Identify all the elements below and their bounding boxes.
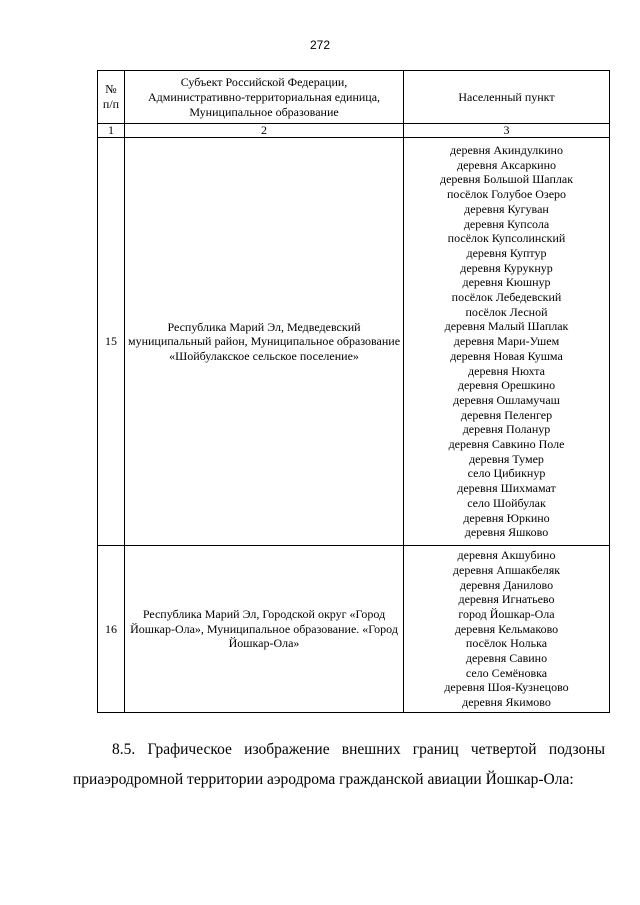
place-item: деревня Большой Шаплак <box>439 172 574 187</box>
place-item: деревня Кельмаково <box>454 621 559 636</box>
place-item: деревня Поланур <box>462 422 551 437</box>
place-item: деревня Акшубино <box>457 548 556 563</box>
place-item: деревня Якимово <box>462 695 551 710</box>
row-places <box>404 546 610 713</box>
col-number-1: 1 <box>98 124 125 138</box>
place-item: деревня Шоя-Кузнецово <box>444 680 569 695</box>
place-item: деревня Малый Шаплак <box>444 319 569 334</box>
settlements-table <box>97 70 610 713</box>
paragraph-line-2: приаэродромной территории аэродрома гражданской авиации Йошкар-Ола: <box>73 771 574 788</box>
place-item: село Цибикнур <box>467 466 546 481</box>
paragraph-line-1: 8.5. Графическое изображение внешних границ четвертой подзоны <box>112 741 605 758</box>
place-item: посёлок Лесной <box>465 304 548 319</box>
place-item: деревня Кугуван <box>464 201 549 216</box>
place-item: деревня Курукнур <box>460 260 553 275</box>
page-number: 272 <box>309 38 331 52</box>
place-item: деревня Тумер <box>469 451 544 466</box>
header-subject: Субъект Российской Федерации, Административно-территориальная единица, Муниципальное образование <box>125 71 404 124</box>
row-places <box>404 138 610 546</box>
place-item: село Шойбулак <box>467 495 546 510</box>
row-number: 15 <box>98 138 125 546</box>
place-item: город Йошкар-Ола <box>458 606 555 621</box>
place-item: деревня Куптур <box>466 245 547 260</box>
table-header-row <box>98 71 610 124</box>
place-item: деревня Игнатьево <box>458 592 555 607</box>
header-place: Населенный пункт <box>404 71 610 124</box>
place-item: деревня Яшково <box>464 525 549 540</box>
place-item: деревня Мари-Ушем <box>453 334 560 349</box>
row-number: 16 <box>98 546 125 713</box>
table-row <box>98 546 610 713</box>
place-item: деревня Пеленгер <box>460 407 553 422</box>
place-item: деревня Шихмамат <box>457 481 556 496</box>
place-item: деревня Ошламучаш <box>453 392 560 407</box>
place-item: деревня Орешкино <box>457 378 556 393</box>
place-item: посёлок Голубое Озеро <box>446 187 567 202</box>
place-item: деревня Юркино <box>463 510 550 525</box>
place-item: деревня Кюшнур <box>462 275 551 290</box>
col-number-3: 3 <box>404 124 610 138</box>
place-item: деревня Нюхта <box>468 363 545 378</box>
column-number-row <box>98 124 610 138</box>
place-item: деревня Савино <box>465 651 548 666</box>
place-item: посёлок Нолька <box>465 636 548 651</box>
row-subject: Республика Марий Эл, Городской округ «Город Йошкар-Ола», Муниципальное образование. «Город Йошкар-Ола» <box>125 546 404 713</box>
place-item: деревня Акиндулкино <box>450 143 563 157</box>
header-num: № п/п <box>98 71 125 124</box>
place-item: деревня Апшакбеляк <box>452 562 561 577</box>
place-item: деревня Новая Кушма <box>450 348 563 363</box>
place-item: посёлок Лебедевский <box>451 290 562 305</box>
place-item: село Семёновка <box>465 665 548 680</box>
table-row <box>98 138 610 546</box>
row-subject: Республика Марий Эл, Медведевский муниципальный район, Муниципальное образование «Шойбулакское сельское поселение» <box>125 138 404 546</box>
place-item: деревня Савкино Поле <box>448 437 565 452</box>
col-number-2: 2 <box>125 124 404 138</box>
place-item: деревня Данилово <box>459 577 554 592</box>
place-item: посёлок Купсолинский <box>447 231 566 246</box>
place-item: деревня Аксаркино <box>456 157 557 172</box>
place-item: деревня Купсола <box>463 216 550 231</box>
